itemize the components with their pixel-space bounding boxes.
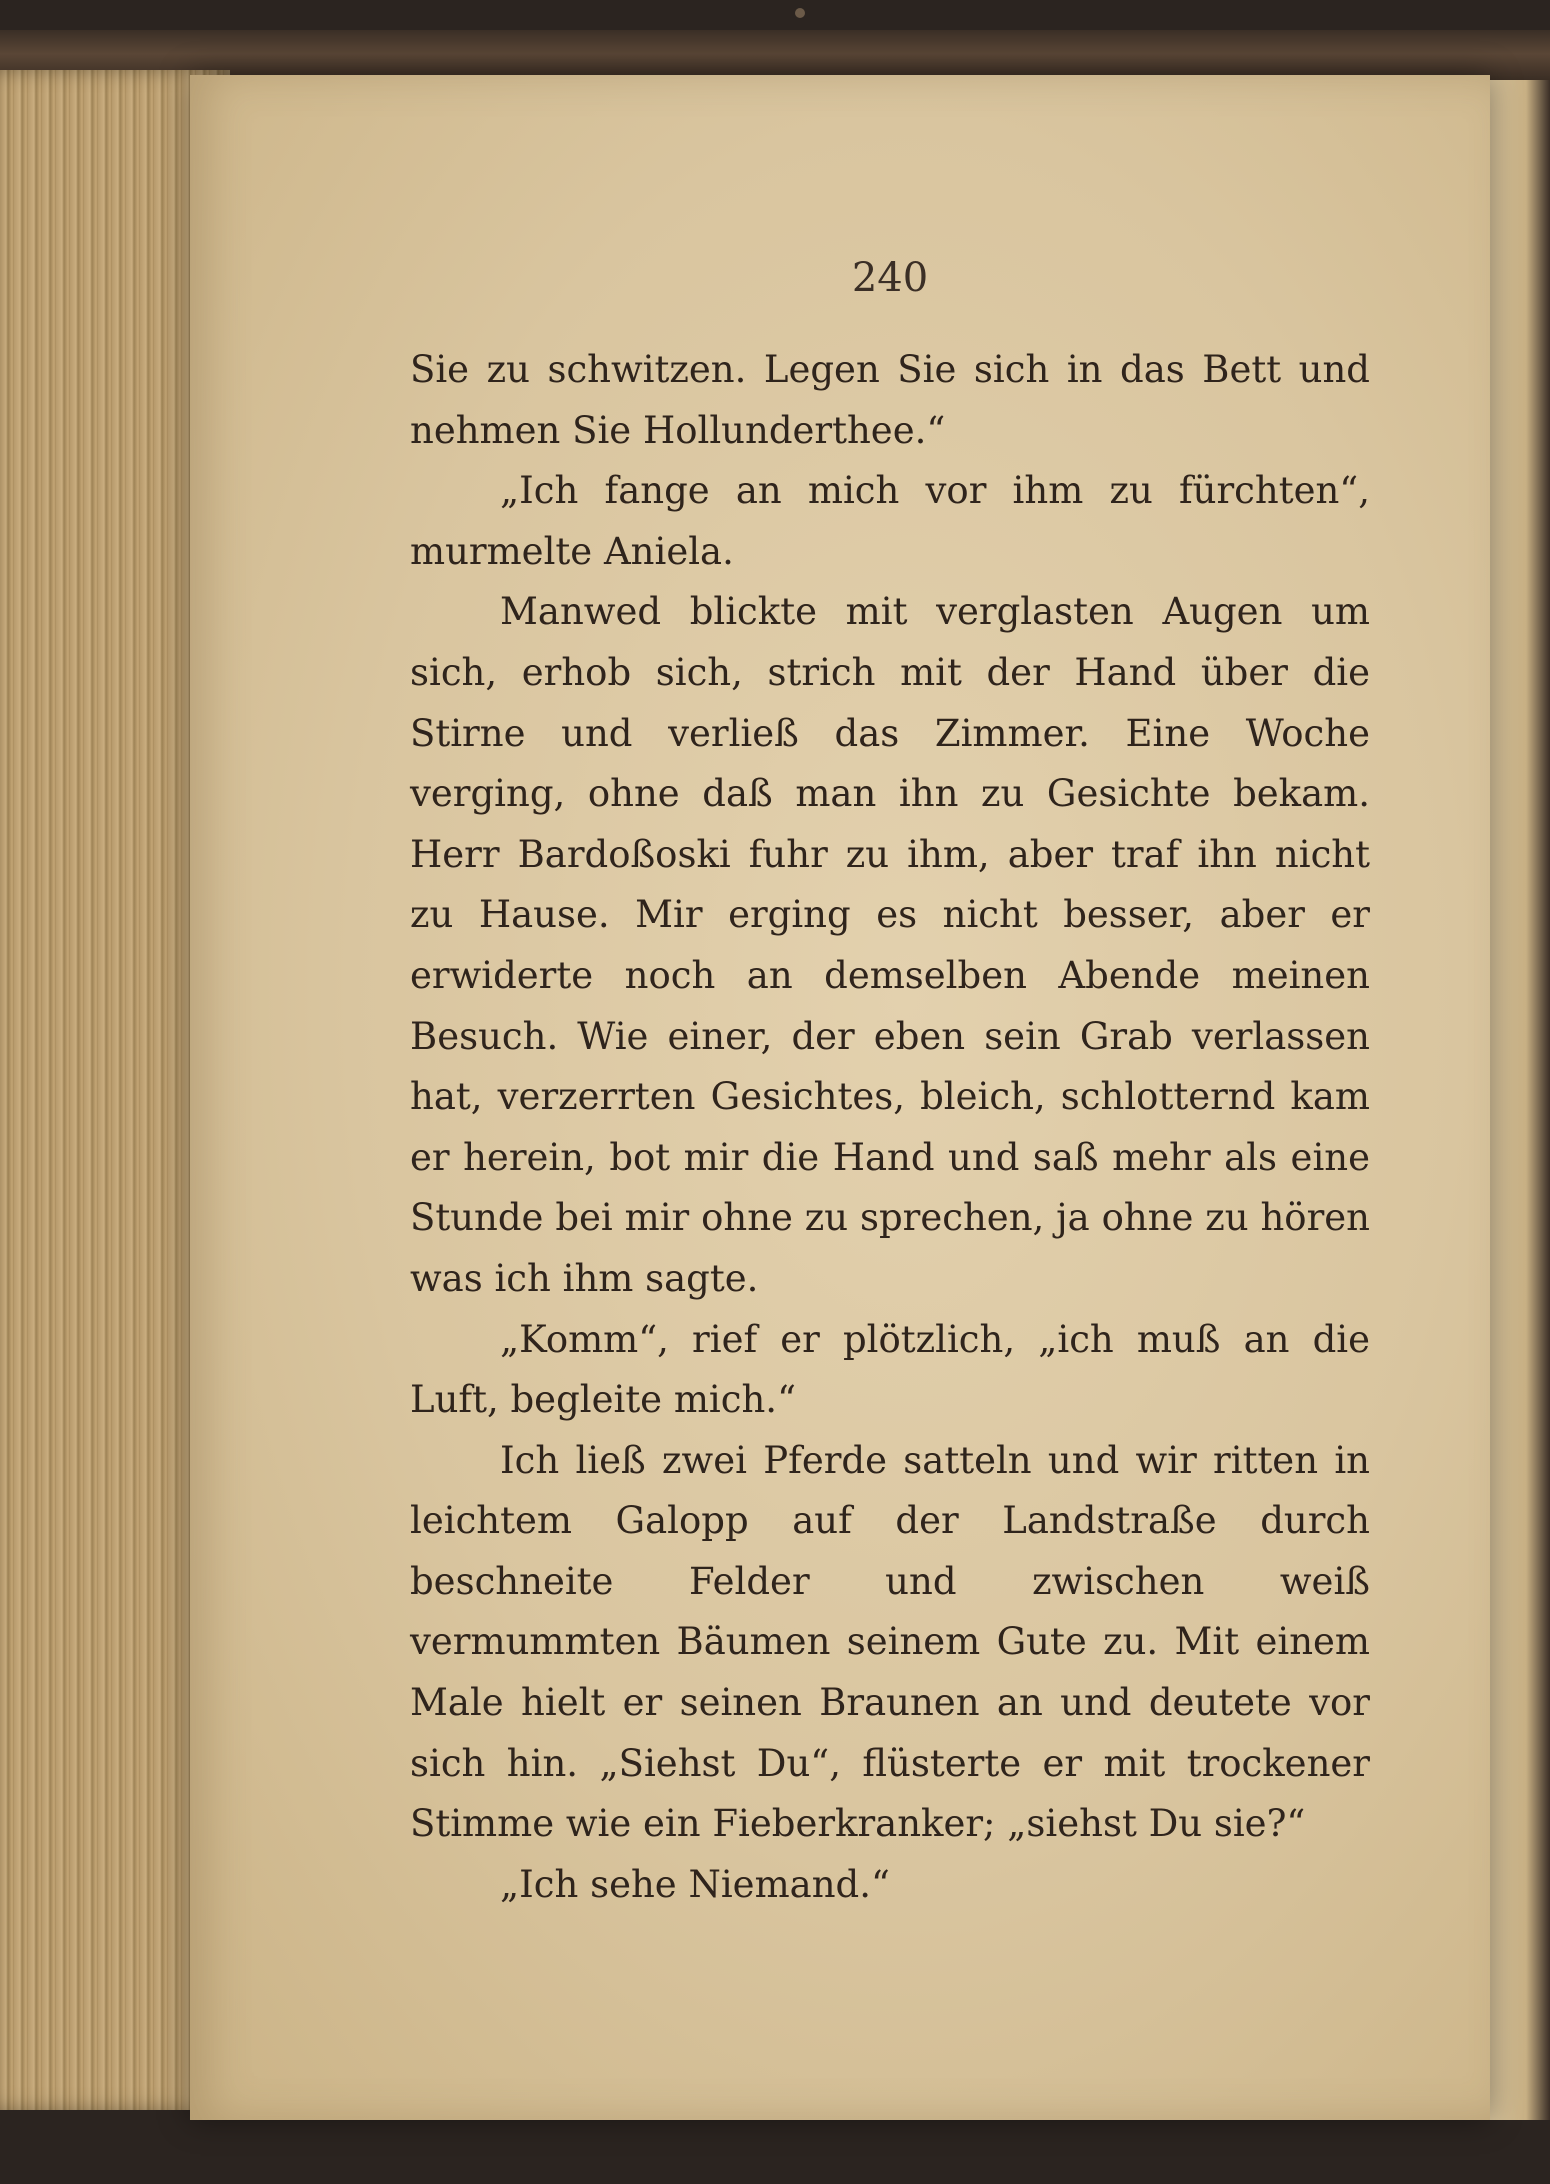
paragraph: „Ich sehe Niemand.“ <box>500 1862 890 1906</box>
paragraph: Sie zu schwitzen. Legen Sie sich in das Bett und nehmen Sie Hollunderthee.“ <box>410 348 1370 452</box>
paragraph: „Ich fange an mich vor ihm zu fürchten“, murmelte Aniela. <box>410 469 1370 573</box>
facing-page-edge <box>1490 80 1550 2120</box>
paragraph: Ich ließ zwei Pferde satteln und wir ritten in leichtem Galopp auf der Landstraße durch beschneite Felder und zwischen weiß vermummten Bäumen seinem Gute zu. Mit einem Male hielt er seinen Braunen an und deutete vor sich hin. „Siehst Du“, flüsterte er mit trockener Stimme wie ein Fieberkranker; „siehst Du sie?“ <box>410 1438 1370 1846</box>
paragraph: „Komm“, rief er plötzlich, „ich muß an die Luft, begleite mich.“ <box>410 1317 1370 1422</box>
speck-mark <box>795 8 805 18</box>
page-text <box>410 340 1370 1915</box>
paragraph: Manwed blickte mit verglasten Augen um sich, erhob sich, strich mit der Hand über die Stirne und verließ das Zimmer. Eine Woche verging, ohne daß man ihn zu Gesichte bekam. Herr Bardoßoski fuhr zu ihm, aber traf ihn nicht zu Hause. Mir erging es nicht besser, aber er erwiderte noch an demselben Abende meinen Besuch. Wie einer, der eben sein Grab verlassen hat, verzerrten Gesichtes, bleich, schlotternd kam er herein, bot mir die Hand und saß mehr als eine Stunde bei mir ohne zu sprechen, ja ohne zu hören was ich ihm sagte. <box>410 590 1370 1300</box>
page-number: 240 <box>851 255 929 301</box>
